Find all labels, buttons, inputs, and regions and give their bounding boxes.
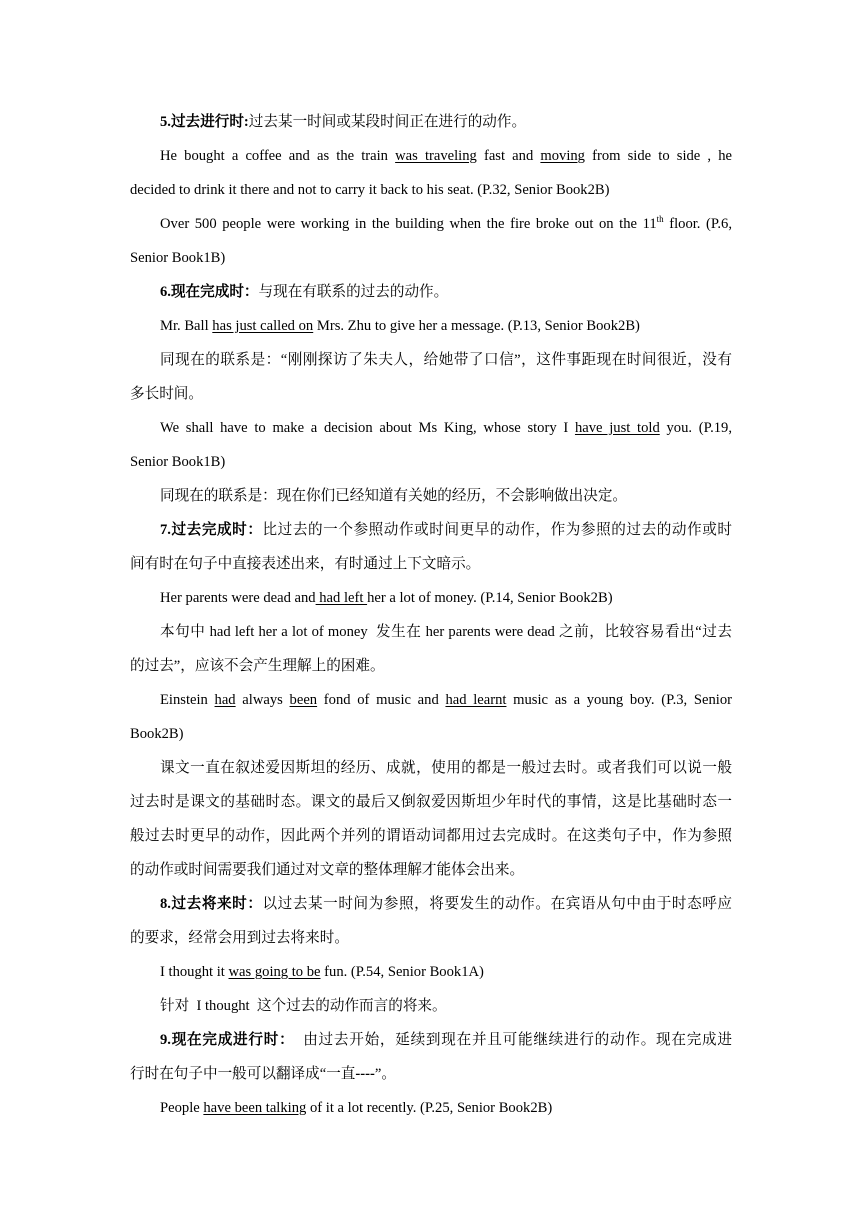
underlined-phrase: moving <box>540 148 585 164</box>
section-5-example-2-line-2: Senior Book1B) <box>130 250 226 266</box>
text-run: fast and <box>476 148 541 164</box>
superscript: th <box>656 214 664 224</box>
section-7-note-1-line-2: 的过去”，应该不会产生理解上的困难。 <box>130 658 385 674</box>
underlined-phrase: had left <box>315 590 368 606</box>
section-6-heading: 6.现在完成时： <box>160 284 259 300</box>
text-run: I thought it <box>160 964 229 980</box>
section-7-heading: 7.过去完成时： <box>160 522 263 538</box>
underlined-phrase: has just called on <box>212 318 314 334</box>
section-7-example-2-line-1 <box>160 690 732 710</box>
text-run: from side to side , he <box>584 148 732 164</box>
section-6-example-2-line-2: Senior Book1B) <box>130 454 226 470</box>
section-9-description: 由过去开始，延续到现在并且可能继续进行的动作。现在完成进 <box>294 1032 732 1048</box>
section-5-example-1-line-1 <box>160 146 732 166</box>
text-run: 行时在句子中一般可以翻译成“一直 <box>130 1066 356 1082</box>
section-6-note-2: 同现在的联系是：现在你们已经知道有关她的经历，不会影响做出决定。 <box>160 488 628 504</box>
section-7-note-2-line-1: 课文一直在叙述爱因斯坦的经历、成就，使用的都是一般过去时。或者我们可以说一般 <box>160 760 732 776</box>
text-run: Her parents were dead and <box>160 590 316 606</box>
text-run: He bought a coffee and as the train <box>160 148 396 164</box>
section-8-heading: 8.过去将来时： <box>160 896 263 912</box>
section-6-example-2-line-1 <box>160 418 732 438</box>
text-run: Over 500 people were working in the building when the fire broke out on the 11 <box>160 216 657 232</box>
section-7-description: 比过去的一个参照动作或时间更早的动作，作为参照的过去的动作或时 <box>262 522 732 538</box>
text-run: floor. (P.6, <box>663 216 732 232</box>
section-7-intro-line-1 <box>160 520 732 540</box>
text-run: her a lot of money. (P.14, Senior Book2B) <box>367 590 613 606</box>
section-7-note-2-line-3: 般过去时更早的动作，因此两个并列的谓语动词都用过去完成时。在这类句子中，作为参照 <box>130 828 732 844</box>
underlined-phrase: been <box>289 692 318 708</box>
section-7-example-2-line-2: Book2B) <box>130 726 184 742</box>
text-run: fun. (P.54, Senior Book1A) <box>320 964 484 980</box>
underlined-phrase: have just told <box>574 420 660 436</box>
text-run: you. (P.19, <box>659 420 732 436</box>
text-run: Mrs. Zhu to give her a message. (P.13, Senior Book2B) <box>313 318 640 334</box>
section-7-note-2-line-4: 的动作或时间需要我们通过对文章的整体理解才能体会出来。 <box>130 862 525 878</box>
section-9-heading: 9.现在完成进行时： <box>160 1032 295 1048</box>
text-run: People <box>160 1100 204 1116</box>
section-6-example-1 <box>160 316 732 336</box>
text-run: We shall have to make a decision about Ms King, whose story I <box>160 420 575 436</box>
underlined-phrase: have been talking <box>203 1100 307 1116</box>
section-6-intro <box>160 282 732 302</box>
text-run: ”。 <box>374 1066 396 1082</box>
section-5-example-2-line-1 <box>160 214 732 234</box>
section-6-note-1-line-1: 同现在的联系是：“刚刚探访了朱夫人，给她带了口信”，这件事距现在时间很近，没有 <box>160 352 732 368</box>
section-8-intro-line-2: 的要求，经常会用到过去将来时。 <box>130 930 349 946</box>
underlined-phrase: had learnt <box>445 692 507 708</box>
section-8-note-1: 针对 I thought 这个过去的动作而言的将来。 <box>160 998 447 1014</box>
section-8-description: 以过去某一时间为参照，将要发生的动作。在宾语从句中由于时态呼应 <box>262 896 732 912</box>
section-5-heading: 5.过去进行时: <box>160 114 249 130</box>
text-run: Einstein <box>160 692 215 708</box>
section-6-note-1-line-2: 多长时间。 <box>130 386 203 402</box>
underlined-phrase: had <box>214 692 236 708</box>
underlined-phrase: was going to be <box>228 964 321 980</box>
section-6-description: 与现在有联系的过去的动作。 <box>258 284 449 300</box>
section-7-note-1-line-1: 本句中 had left her a lot of money 发生在 her parents were dead 之前，比较容易看出“过去 <box>160 624 732 640</box>
section-5-example-1-line-2: decided to drink it there and not to carry it back to his seat. (P.32, Senior Book2B) <box>130 182 610 198</box>
text-run: of it a lot recently. (P.25, Senior Book2B) <box>306 1100 553 1116</box>
section-7-note-2-line-2: 过去时是课文的基础时态。课文的最后又倒叙爱因斯坦少年时代的事情，这是比基础时态一 <box>130 794 732 810</box>
section-7-intro-line-2: 间有时在句子中直接表述出来，有时通过上下文暗示。 <box>130 556 481 572</box>
underlined-phrase: was traveling <box>395 148 477 164</box>
text-run: Mr. Ball <box>160 318 213 334</box>
section-5-intro <box>160 112 732 132</box>
dash-run: ---- <box>355 1066 375 1082</box>
text-run: music as a young boy. (P.3, Senior <box>506 692 732 708</box>
text-run: fond of music and <box>317 692 446 708</box>
section-9-intro-line-1 <box>160 1030 732 1050</box>
section-5-description: 过去某一时间或某段时间正在进行的动作。 <box>248 114 527 130</box>
section-8-example-1 <box>160 962 732 982</box>
section-9-intro-line-2 <box>130 1064 732 1084</box>
text-run: always <box>235 692 290 708</box>
section-8-intro-line-1 <box>160 894 732 914</box>
section-9-example-1 <box>160 1098 732 1118</box>
section-7-example-1 <box>160 588 732 608</box>
